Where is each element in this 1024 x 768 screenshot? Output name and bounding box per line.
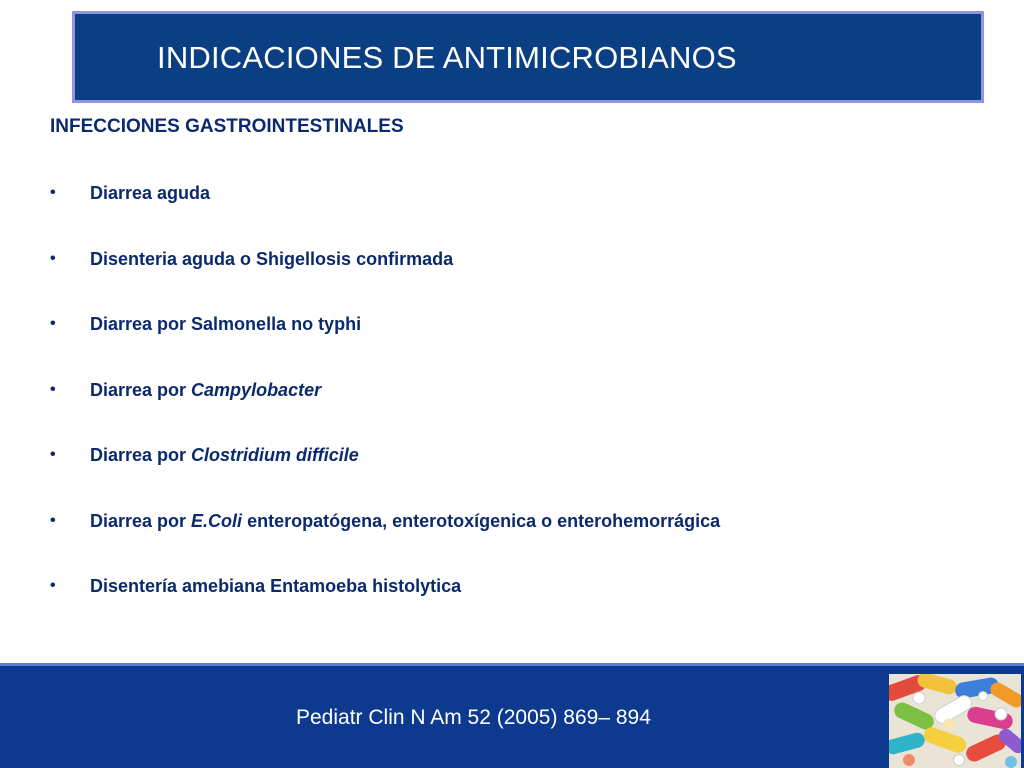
pills-photo-icon: [889, 674, 1021, 768]
bullet-icon: •: [50, 184, 56, 201]
pills-image: [889, 674, 1021, 768]
list-item-text: Diarrea por Campylobacter: [90, 379, 322, 400]
slide-title: INDICACIONES DE ANTIMICROBIANOS: [157, 40, 737, 75]
bullet-icon: •: [50, 380, 56, 398]
section-heading: INFECCIONES GASTROINTESTINALES: [50, 116, 404, 137]
bullet-icon: •: [50, 249, 56, 267]
list-item-text: Diarrea por E.Coli enteropatógena, enterotoxígenica o enterohemorrágica: [90, 510, 721, 531]
list-item-text: Disenteria aguda o Shigellosis confirmada: [90, 248, 454, 269]
list-item-text: Diarrea por Clostridium difficile: [90, 445, 359, 465]
list-item-text: Diarrea aguda: [90, 183, 211, 203]
title-banner: [72, 11, 984, 103]
bullet-icon: •: [50, 577, 56, 594]
list-item-text: Diarrea por Salmonella no typhi: [90, 314, 362, 334]
list-item-text: Disentería amebiana Entamoeba histolytica: [90, 576, 462, 596]
bullet-icon: •: [50, 315, 56, 332]
bullet-icon: •: [50, 511, 56, 529]
bullet-icon: •: [50, 446, 56, 463]
footer-bar: [0, 663, 1024, 768]
citation-text: Pediatr Clin N Am 52 (2005) 869– 894: [296, 706, 651, 729]
